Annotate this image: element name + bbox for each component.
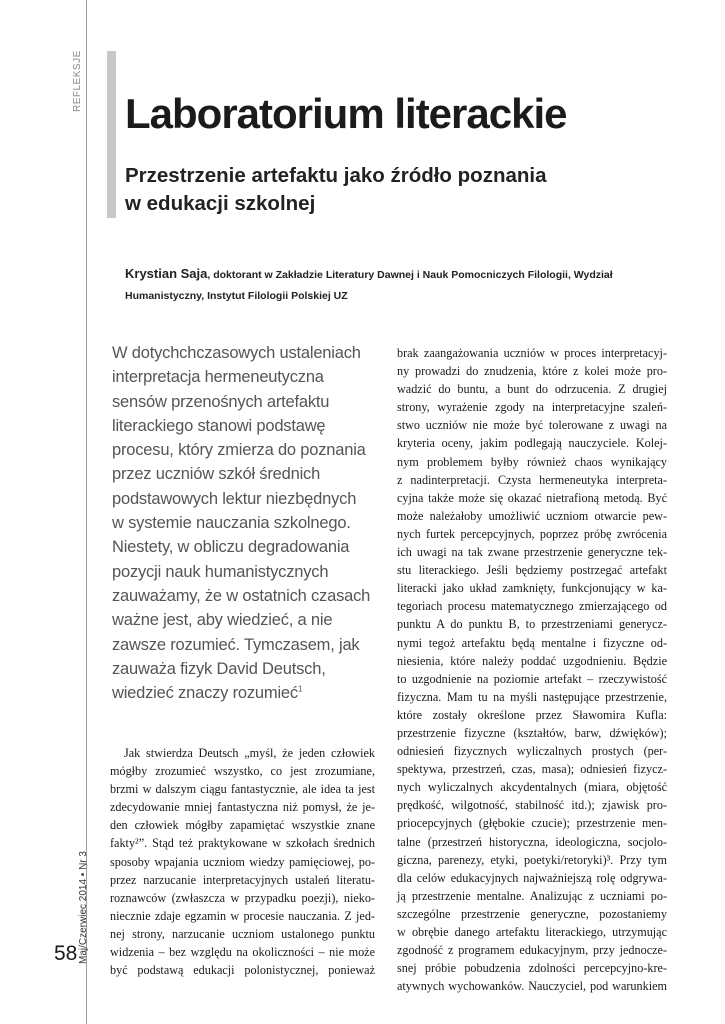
title-accent-bar — [107, 51, 116, 218]
body-line: den człowiek mógłby zapamiętać wszystkie znane — [110, 818, 375, 833]
body-line: ny prowadzi do znudzenia, które z kolei może pro- — [397, 364, 667, 379]
journal-issue: Maj/Czerwiec 2014 • Nr 3 — [78, 851, 89, 964]
body-line: nym problemem byłby również chaos wynikający — [397, 454, 667, 469]
lead-line: zawsze rozumieć. Tymczasem, jak — [112, 635, 360, 654]
lead-line: pozycji nauk humanistycznych — [112, 562, 329, 581]
body-line: szczególne przestrzenie generyczne, pozostaniemy — [397, 906, 667, 921]
page-number: 58 — [54, 942, 78, 965]
lead-line: podstawowych lektur niezbędnych — [112, 489, 357, 508]
body-line: brzmi w dalszym ciągu fantastycznie, ale idea ta jest — [110, 782, 375, 797]
body-line: priocepcyjnych (głębokie czucie); przestrzenie men- — [397, 816, 667, 831]
lead-line: zauważa fizyk David Deutsch, — [112, 659, 326, 678]
lead-line: przez uczniów szkół średnich — [112, 465, 321, 484]
body-line: kryteria oceny, jakim podlegają nauczyciele. Kolej- — [397, 436, 667, 451]
lead-line: procesu, który zmierza do poznania — [112, 441, 366, 460]
lead-paragraph — [112, 341, 382, 705]
lead-line: sensów przenośnych artefaktu — [112, 392, 330, 411]
body-line: nej strony, narzucanie uczniom ustalonego punktu — [110, 926, 375, 941]
body-line: nymi tegoż artefaktu będą mentalne i fizyczne od- — [397, 635, 667, 650]
body-line: nych furtek percepcyjnych, poprzez próbę zwrócenia — [397, 526, 667, 541]
footnote-marker: 1 — [297, 684, 303, 694]
body-line: to uzgodnienie na poziomie artefakt – rzeczywistość — [397, 671, 667, 686]
body-line: atywnych wychowanków. Nauczyciel, pod warunkiem — [397, 979, 667, 994]
body-line: punktu A do punktu B, to przestrzeniami generycz- — [397, 617, 667, 632]
article-subtitle — [125, 162, 685, 218]
body-line: cyjna także może się okazać nietrafioną metodą. Być — [397, 490, 667, 505]
body-line: sposoby wpajania uczniom wiedzy pamięciowej, po- — [110, 854, 375, 869]
left-column-text — [110, 744, 375, 979]
lead-line: w systemie nauczania szkolnego. — [112, 514, 351, 533]
body-line: wadzić do buntu, a bunt do odrzucenia. Z drugiej — [397, 382, 667, 397]
body-line: fakty²”. Stąd też praktykowane w szkołach średnich — [110, 836, 375, 851]
body-line: spektywa, przestrzeń, czas, masa); odniesień fizycz- — [397, 762, 667, 777]
body-line: być podstawą edukacji polonistycznej, ponieważ — [110, 963, 375, 978]
body-line: które zostały określone przez Sławomira Kufla: — [397, 707, 667, 722]
body-line: giczna, parenezy, etyki, poetyki/retoryki)³. Przy tym — [397, 852, 667, 867]
subtitle-line-1: Przestrzenie artefaktu jako źródło poznania — [125, 164, 547, 187]
body-line: stwo uczniów nie może być tolerowane z uwagi na — [397, 418, 667, 433]
body-line: może należałoby umożliwić uczniom otwarcie pew- — [397, 508, 667, 523]
body-line: fizyczna. Mam tu na myśli następujące przestrzenie, — [397, 689, 667, 704]
lead-line: W dotychchczasowych ustaleniach — [112, 344, 361, 362]
author-name: Krystian Saja — [125, 266, 208, 281]
article-title: Laboratorium literackie — [125, 90, 567, 137]
body-line: Jak stwierdza Deutsch „myśl, że jeden człowiek — [124, 746, 375, 760]
lead-line: zauważamy, że w ostatnich czasach — [112, 586, 371, 605]
lead-line: ważne jest, aby wiedzieć, a nie — [112, 611, 333, 630]
body-line: z nadinterpretacji. Czysta hermeneutyka interpreta- — [397, 472, 667, 487]
body-line: ich uwagi na tak zwane przestrzenie generyczne tek- — [397, 545, 667, 560]
author-affiliation-1: , doktorant w Zakładzie Literatury Dawnej i Nauk Pomocniczych Filologii, Wydział — [207, 269, 613, 281]
body-line: mógłby zrozumieć wszystko, co jest zrozumiane, — [110, 764, 375, 779]
lead-line: wiedzieć znaczy rozumieć — [112, 684, 298, 703]
body-line: ją przestrzenie mentalne. Analizując z uczniami po- — [397, 888, 667, 903]
author-byline — [125, 263, 670, 307]
right-column-text — [397, 344, 667, 995]
lead-line: Niestety, w obliczu degradowania — [112, 538, 350, 557]
body-line: dla celów edukacyjnych najważniejszą rolę odgrywa- — [397, 870, 667, 885]
body-line: prędkość, wilgotność, stabilność itd.); zjawisk pro- — [397, 798, 667, 813]
author-affiliation-2: Humanistyczny, Instytut Filologii Polskiej UZ — [125, 290, 348, 302]
body-line: przez narzucanie interpretacyjnych ustaleń literatu- — [110, 872, 375, 887]
body-line: widzenia – bez względu na okoliczności – nie może — [110, 945, 375, 960]
lead-line: literackiego stanowi podstawę — [112, 416, 326, 435]
body-line: zgodność z programem edukacyjnym, przy jednocze- — [397, 943, 667, 958]
lead-line-last — [112, 681, 382, 705]
subtitle-line-2: w edukacji szkolnej — [125, 192, 316, 215]
body-line: brak zaangażowania uczniów w proces interpretacyj- — [397, 346, 667, 360]
body-line: roznawców (zwłaszcza w przypadku poezji), nieko- — [110, 890, 375, 905]
body-line: zdecydowanie mniej fantastyczna niż pomysł, że je- — [110, 800, 375, 815]
body-line: snej próbie pobudzenia zdolności percepcyjno-kre- — [397, 961, 667, 976]
body-line: strony, wyrażenie zgody na interpretacyjne szaleń- — [397, 400, 667, 415]
body-line: odniesień fizycznych wyliczalnych prostych (per- — [397, 744, 667, 759]
body-line: talne (przestrzeń historyczna, ideologiczna, socjolo- — [397, 834, 667, 849]
section-label: REFLEKSJE — [72, 50, 83, 112]
body-line: tegoriach procesu matematycznego zmierzającego od — [397, 599, 667, 614]
body-line: w obrębie danego artefaktu literackiego, utrzymując — [397, 925, 667, 939]
body-line: stu literackiego. Jeśli będziemy postrzegać artefakt — [397, 563, 667, 578]
body-line: literacki jako układ zamknięty, funkcjonujący w ka- — [397, 581, 667, 596]
body-line: niecznie zdaje egzamin w procesie nauczania. Z jed- — [110, 908, 375, 923]
body-line: nych wyliczalnych akcydentalnych (miara, objętość — [397, 780, 667, 795]
body-line: przestrzenie fizyczne (kształtów, barw, dźwięków); — [397, 725, 667, 740]
lead-line: interpretacja hermeneutyczna — [112, 368, 324, 387]
body-line: niesienia, które należy poddać uzgodnieniu. Będzie — [397, 653, 667, 668]
